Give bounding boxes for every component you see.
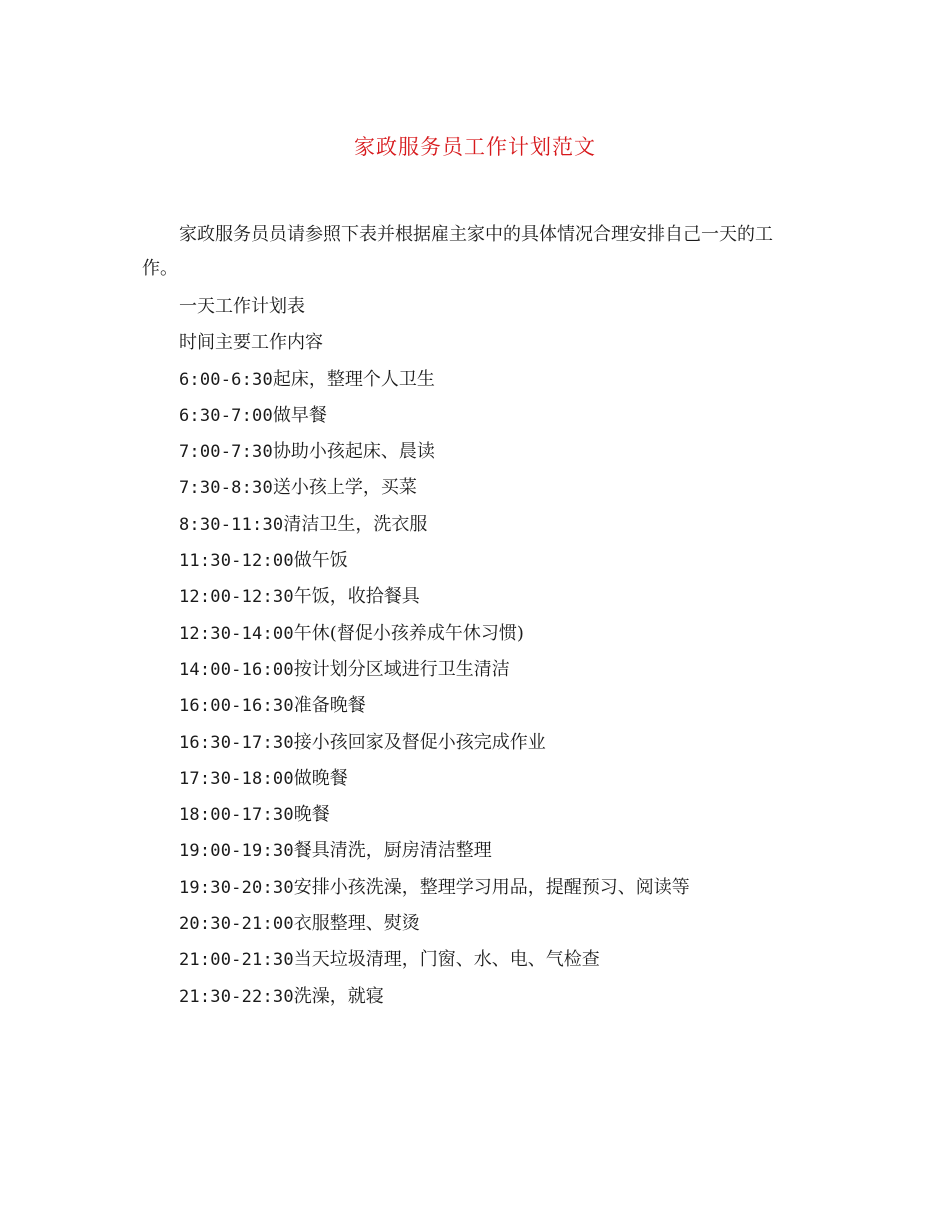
schedule-task: 午休(督促小孩养成午休习惯) (293, 622, 524, 644)
schedule-task: 衣服整理、熨烫 (293, 913, 420, 935)
table-title: 一天工作计划表 (179, 296, 305, 317)
schedule-row (179, 797, 819, 833)
schedule-time: 17:30-18:00 (179, 768, 294, 789)
schedule-time: 18:00-17:30 (179, 805, 294, 826)
schedule-time: 21:30-22:30 (179, 986, 294, 1007)
schedule-task: 安排小孩洗澡，整理学习用品，提醒预习、阅读等 (293, 876, 690, 898)
schedule-row (179, 434, 819, 470)
schedule-row (179, 761, 819, 797)
schedule-row (179, 362, 819, 398)
schedule-task: 准备晚餐 (293, 695, 366, 717)
schedule-time: 14:00-16:00 (179, 659, 294, 680)
schedule-task: 协助小孩起床、晨读 (272, 441, 435, 463)
schedule-row (179, 398, 819, 434)
schedule-row (179, 616, 819, 652)
schedule-task: 晚餐 (293, 804, 330, 826)
schedule-task: 洗澡，就寝 (293, 985, 384, 1007)
schedule-row (179, 906, 819, 942)
schedule-time: 19:30-20:30 (179, 877, 294, 898)
document-title: 家政服务员工作计划范文 (354, 135, 596, 159)
schedule-time: 8:30-11:30 (179, 514, 284, 535)
schedule-time: 19:00-19:30 (179, 841, 294, 862)
schedule-row (179, 579, 819, 615)
schedule-task: 送小孩上学，买菜 (272, 477, 417, 499)
schedule-row (179, 725, 819, 761)
table-header: 时间主要工作内容 (179, 332, 323, 354)
schedule-task: 做早餐 (272, 404, 327, 426)
schedule-task: 接小孩回家及督促小孩完成作业 (293, 731, 546, 753)
intro-paragraph: 家政服务员员请参照下表并根据雇主家中的具体情况合理安排自己一天的工作。 (142, 224, 773, 279)
schedule-time: 11:30-12:00 (179, 551, 294, 572)
schedule-row (179, 942, 819, 978)
schedule-row (179, 543, 819, 579)
schedule-time: 16:00-16:30 (179, 696, 294, 717)
schedule-list (179, 362, 819, 1015)
schedule-time: 20:30-21:00 (179, 914, 294, 935)
schedule-row (179, 470, 819, 506)
schedule-task: 清洁卫生，洗衣服 (283, 513, 428, 535)
schedule-row (179, 688, 819, 724)
schedule-time: 6:30-7:00 (179, 405, 273, 426)
schedule-task: 做晚餐 (293, 767, 348, 789)
schedule-row (179, 979, 819, 1015)
schedule-time: 16:30-17:30 (179, 732, 294, 753)
schedule-time: 12:00-12:30 (179, 587, 294, 608)
schedule-time: 21:00-21:30 (179, 950, 294, 971)
daily-plan (179, 289, 819, 1015)
schedule-row (179, 507, 819, 543)
schedule-task: 起床，整理个人卫生 (272, 368, 435, 390)
schedule-time: 12:30-14:00 (179, 623, 294, 644)
schedule-task: 做午饭 (293, 550, 348, 572)
schedule-task: 按计划分区域进行卫生清洁 (293, 658, 510, 680)
schedule-row (179, 652, 819, 688)
schedule-time: 6:00-6:30 (179, 369, 273, 390)
schedule-time: 7:30-8:30 (179, 478, 273, 499)
schedule-task: 当天垃圾清理，门窗、水、电、气检查 (293, 949, 600, 971)
schedule-time: 7:00-7:30 (179, 442, 273, 463)
schedule-row (179, 833, 819, 869)
schedule-row (179, 870, 819, 906)
schedule-task: 午饭，收拾餐具 (293, 586, 420, 608)
schedule-task: 餐具清洗，厨房清洁整理 (293, 840, 492, 862)
